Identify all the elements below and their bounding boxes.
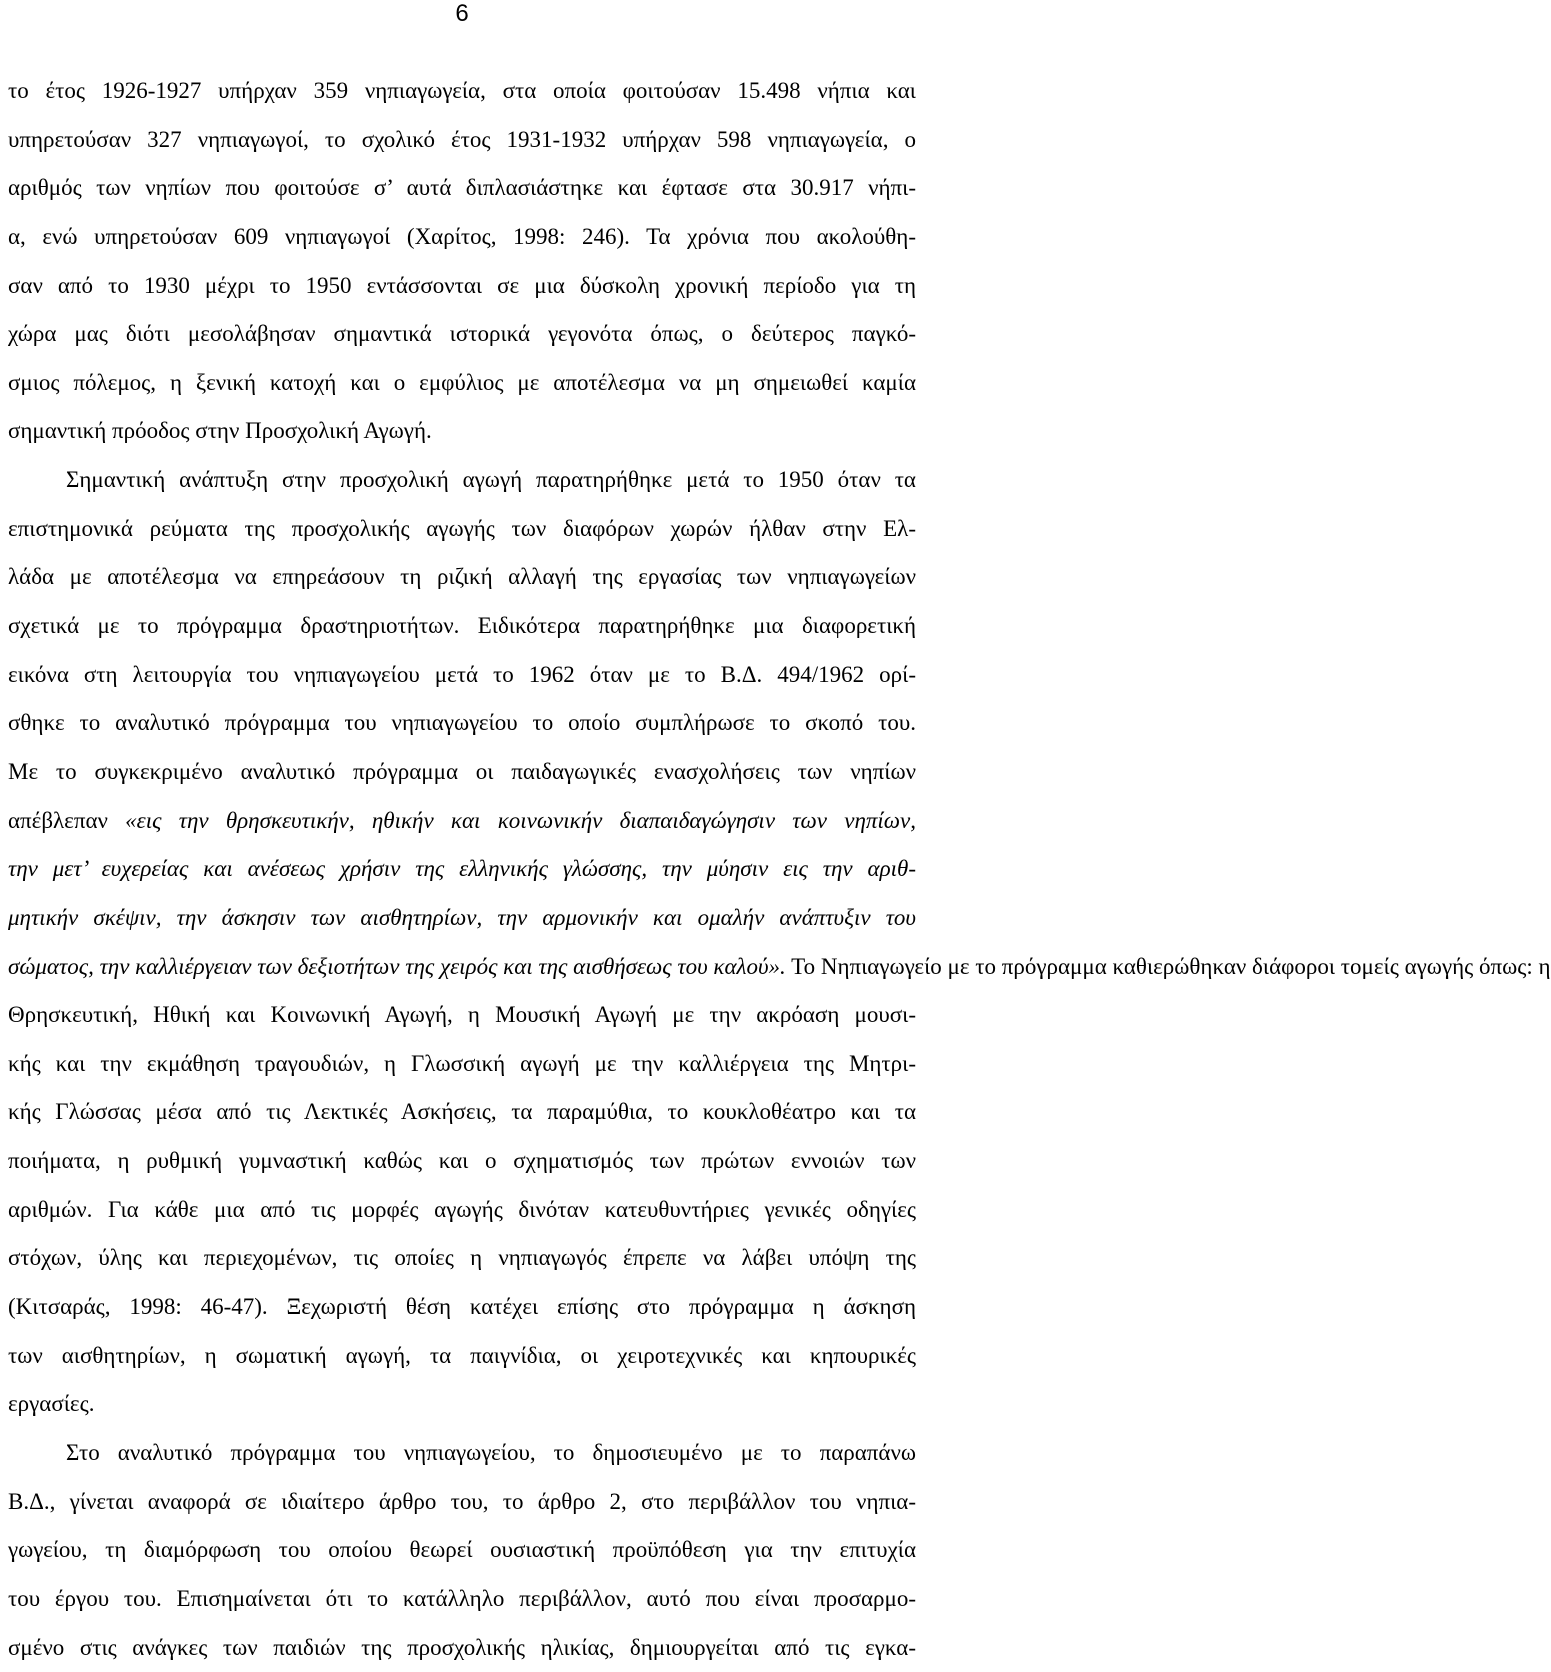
text-line: σημαντική πρόοδος στην Προσχολική Αγωγή.: [8, 407, 916, 456]
paragraph-start-line: Σημαντική ανάπτυξη στην προσχολική αγωγή παρατηρήθηκε μετά το 1950 όταν τα: [8, 456, 916, 505]
text-line: του έργου του. Επισημαίνεται ότι το κατάλληλο περιβάλλον, αυτό που είναι προσαρμο-: [8, 1575, 916, 1624]
text-line: το έτος 1926-1927 υπήρχαν 359 νηπιαγωγεία, στα οποία φοιτούσαν 15.498 νήπια και: [8, 67, 916, 116]
text-line: σθηκε το αναλυτικό πρόγραμμα του νηπιαγωγείου το οποίο συμπλήρωσε το σκοπό του.: [8, 699, 916, 748]
text-line-with-quote: [8, 797, 916, 846]
text-line: σμιος πόλεμος, η ξενική κατοχή και ο εμφύλιος με αποτέλεσμα να μη σημειωθεί καμία: [8, 359, 916, 408]
text-line: λάδα με αποτέλεσμα να επηρεάσουν τη ριζική αλλαγή της εργασίας των νηπιαγωγείων: [8, 553, 916, 602]
text-line: στόχων, ύλης και περιεχομένων, τις οποίες η νηπιαγωγός έπρεπε να λάβει υπόψη της: [8, 1234, 916, 1283]
text-line: κής και την εκμάθηση τραγουδιών, η Γλωσσική αγωγή με την καλλιέργεια της Μητρι-: [8, 1040, 916, 1089]
text-line: Θρησκευτική, Ηθική και Κοινωνική Αγωγή, η Μουσική Αγωγή με την ακρόαση μουσι-: [8, 991, 916, 1040]
text-line: σχετικά με το πρόγραμμα δραστηριοτήτων. Ειδικότερα παρατηρήθηκε μια διαφορετική: [8, 602, 916, 651]
text-line: αριθμός των νηπίων που φοιτούσε σ’ αυτά διπλασιάστηκε και έφτασε στα 30.917 νήπι-: [8, 164, 916, 213]
text-line: σμένο στις ανάγκες των παιδιών της προσχολικής ηλικίας, δημιουργείται από τις εγκα-: [8, 1624, 916, 1672]
quote-line: μητικήν σκέψιν, την άσκησιν των αισθητηρίων, την αρμονικήν και ομαλήν ανάπτυξιν του: [8, 894, 916, 943]
text-line: κής Γλώσσας μέσα από τις Λεκτικές Ασκήσεις, τα παραμύθια, το κουκλοθέατρο και τα: [8, 1088, 916, 1137]
text-line: σαν από το 1930 μέχρι το 1950 εντάσσονται σε μια δύσκολη χρονική περίοδο για τη: [8, 262, 916, 311]
document-body: [8, 67, 916, 1672]
quote-text: σώματος, την καλλιέργειαν των δεξιοτήτων της χειρός και της αισθήσεως του καλού».: [8, 954, 786, 979]
text-line: α, ενώ υπηρετούσαν 609 νηπιαγωγοί (Χαρίτος, 1998: 246). Τα χρόνια που ακολούθη-: [8, 213, 916, 262]
quote-line: την μετ’ ευχερείας και ανέσεως χρήσιν της ελληνικής γλώσσης, την μύησιν εις την αριθ-: [8, 845, 916, 894]
text-line-with-quote: [8, 943, 916, 992]
text-after-quote: Το Νηπιαγωγείο με το πρόγραμμα καθιερώθηκαν διάφοροι τομείς αγωγής όπως: η: [786, 954, 1551, 979]
text-line: αριθμών. Για κάθε μια από τις μορφές αγωγής δινόταν κατευθυντήριες γενικές οδηγίες: [8, 1186, 916, 1235]
text-line: (Κιτσαράς, 1998: 46-47). Ξεχωριστή θέση κατέχει επίσης στο πρόγραμμα η άσκηση: [8, 1283, 916, 1332]
text-line: επιστημονικά ρεύματα της προσχολικής αγωγής των διαφόρων χωρών ήλθαν στην Ελ-: [8, 505, 916, 554]
text-line: Με το συγκεκριμένο αναλυτικό πρόγραμμα οι παιδαγωγικές ενασχολήσεις των νηπίων: [8, 748, 916, 797]
text-line: των αισθητηρίων, η σωματική αγωγή, τα παιγνίδια, οι χειροτεχνικές και κηπουρικές: [8, 1332, 916, 1381]
text-line: εικόνα στη λειτουργία του νηπιαγωγείου μετά το 1962 όταν με το Β.Δ. 494/1962 ορί-: [8, 651, 916, 700]
paragraph-start-line: Στο αναλυτικό πρόγραμμα του νηπιαγωγείου, το δημοσιευμένο με το παραπάνω: [8, 1429, 916, 1478]
text-line: υπηρετούσαν 327 νηπιαγωγοί, το σχολικό έτος 1931-1932 υπήρχαν 598 νηπιαγωγεία, ο: [8, 116, 916, 165]
text-line: χώρα μας διότι μεσολάβησαν σημαντικά ιστορικά γεγονότα όπως, ο δεύτερος παγκό-: [8, 310, 916, 359]
text-line: Β.Δ., γίνεται αναφορά σε ιδιαίτερο άρθρο του, το άρθρο 2, στο περιβάλλον του νηπια-: [8, 1478, 916, 1527]
page-number: 6: [440, 0, 484, 28]
text-line: ποιήματα, η ρυθμική γυμναστική καθώς και ο σχηματισμός των πρώτων εννοιών των: [8, 1137, 916, 1186]
quote-text: «εις την θρησκευτικήν, ηθικήν και κοινωνικήν διαπαιδαγώγησιν των νηπίων,: [125, 808, 916, 833]
text-line: γωγείου, τη διαμόρφωση του οποίου θεωρεί ουσιαστική προϋπόθεση για την επιτυχία: [8, 1526, 916, 1575]
text-line: εργασίες.: [8, 1380, 916, 1429]
quote-lead-in: απέβλεπαν: [8, 808, 125, 833]
